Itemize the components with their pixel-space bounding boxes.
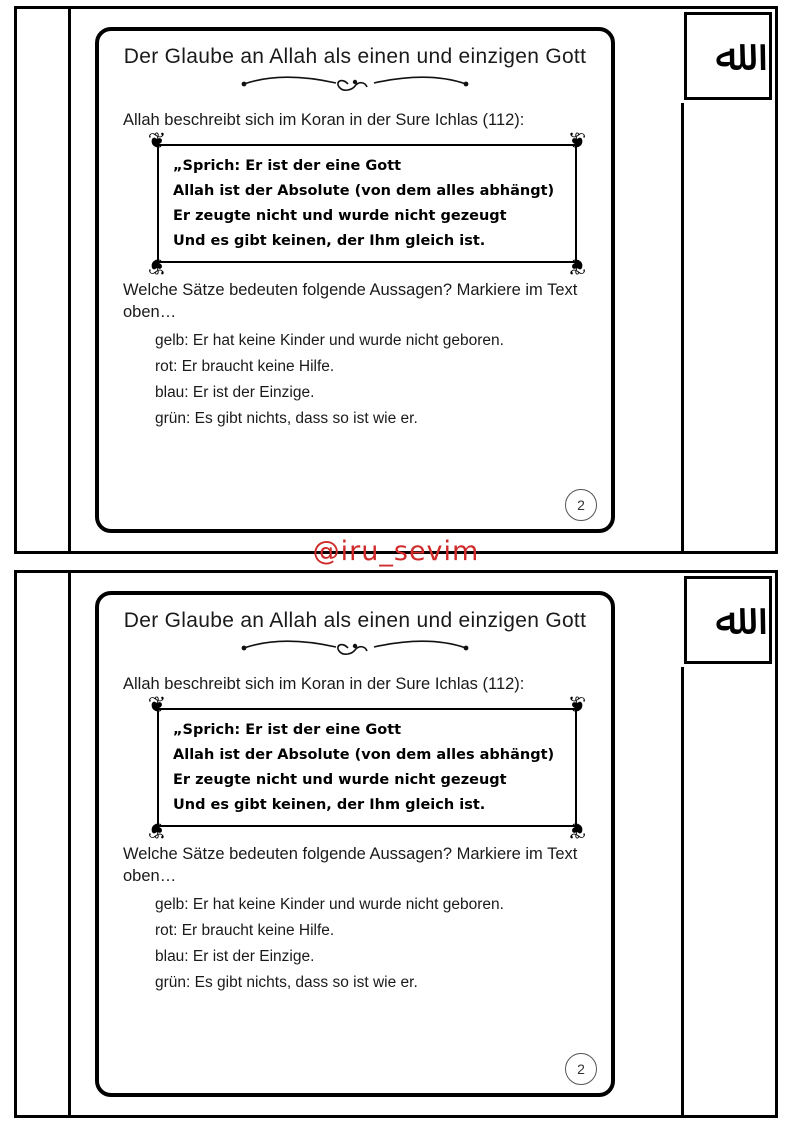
quote-line: Allah ist der Absolute (von dem alles abhängt) (173, 183, 555, 199)
worksheet-page-bottom (14, 570, 778, 1118)
left-margin-strip (17, 9, 71, 551)
page-title: Der Glaube an Allah als einen und einzigen Gott (123, 45, 587, 68)
intro-text: Allah beschreibt sich im Koran in der Sure Ichlas (112): (123, 675, 525, 693)
right-margin-strip (681, 103, 775, 551)
task-question (115, 279, 595, 324)
quote-box (147, 129, 587, 278)
answer-list (115, 332, 595, 428)
flourish-corner-icon: ❦ (567, 817, 587, 842)
list-item: rot: Er braucht keine Hilfe. (155, 921, 335, 939)
answer-list (115, 896, 595, 992)
quote-line: „Sprich: Er ist der eine Gott (173, 722, 402, 738)
allah-calligraphy-icon: ﷲ (715, 594, 741, 645)
list-item: gelb: Er hat keine Kinder und wurde nicht geboren. (155, 331, 504, 349)
worksheet-card (95, 27, 615, 533)
page-number-badge: 2 (565, 489, 597, 521)
flourish-corner-icon: ❦ (147, 817, 167, 842)
task-question (115, 843, 595, 888)
list-item: blau: Er ist der Einzige. (155, 383, 315, 401)
right-margin-strip (681, 667, 775, 1115)
flourish-corner-icon: ❦ (567, 253, 587, 278)
ornamental-divider-icon (240, 637, 470, 659)
worksheet-page-top (14, 6, 778, 554)
list-item: gelb: Er hat keine Kinder und wurde nicht geboren. (155, 895, 504, 913)
allah-calligraphy-box (684, 576, 772, 664)
allah-calligraphy-box (684, 12, 772, 100)
left-margin-strip (17, 573, 71, 1115)
flourish-corner-icon: ❦ (567, 129, 587, 154)
page-number-badge: 2 (565, 1053, 597, 1085)
list-item: rot: Er braucht keine Hilfe. (155, 357, 335, 375)
intro-text: Allah beschreibt sich im Koran in der Sure Ichlas (112): (123, 111, 525, 129)
list-item: blau: Er ist der Einzige. (155, 947, 315, 965)
list-item: grün: Es gibt nichts, dass so ist wie er. (155, 409, 418, 427)
flourish-corner-icon: ❦ (147, 129, 167, 154)
ornamental-divider-icon (240, 73, 470, 95)
quote-line: Und es gibt keinen, der Ihm gleich ist. (173, 233, 486, 249)
quote-line: „Sprich: Er ist der eine Gott (173, 158, 402, 174)
task-question-line2: oben… (123, 303, 177, 322)
task-question-line1: Welche Sätze bedeuten folgende Aussagen? Markiere im Text (123, 281, 578, 299)
page-title: Der Glaube an Allah als einen und einzigen Gott (123, 609, 587, 632)
task-question-line2: oben… (123, 867, 177, 886)
flourish-corner-icon: ❦ (147, 253, 167, 278)
quote-box (147, 693, 587, 842)
quote-line: Allah ist der Absolute (von dem alles abhängt) (173, 747, 555, 763)
list-item: grün: Es gibt nichts, dass so ist wie er. (155, 973, 418, 991)
quote-line: Und es gibt keinen, der Ihm gleich ist. (173, 797, 486, 813)
worksheet-card (95, 591, 615, 1097)
quote-line: Er zeugte nicht und wurde nicht gezeugt (173, 772, 507, 788)
task-question-line1: Welche Sätze bedeuten folgende Aussagen? Markiere im Text (123, 845, 578, 863)
flourish-corner-icon: ❦ (147, 693, 167, 718)
allah-calligraphy-icon: ﷲ (715, 30, 741, 81)
quote-line: Er zeugte nicht und wurde nicht gezeugt (173, 208, 507, 224)
flourish-corner-icon: ❦ (567, 693, 587, 718)
watermark: @iru_sevim (312, 536, 480, 567)
